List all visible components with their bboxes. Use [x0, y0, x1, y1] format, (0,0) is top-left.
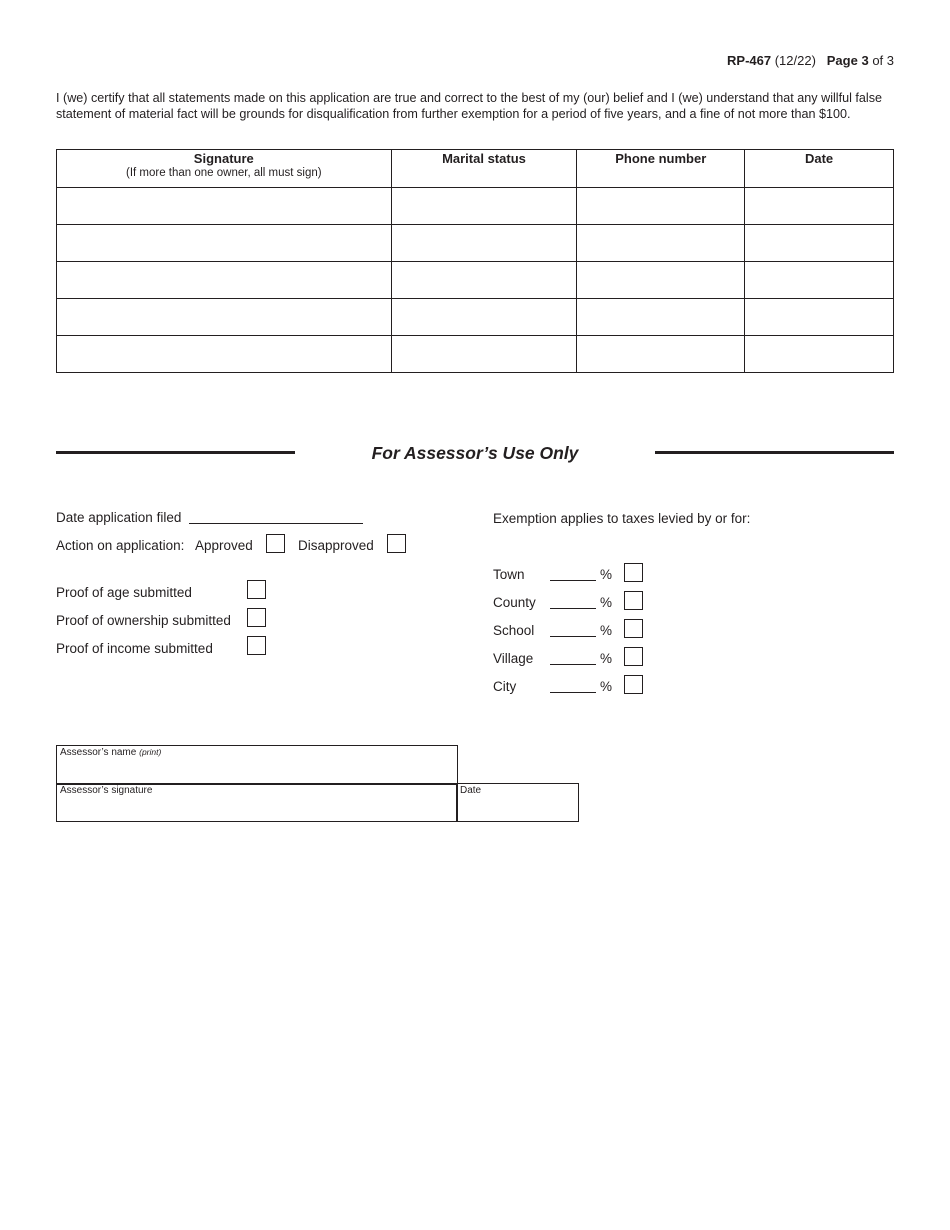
- county-checkbox[interactable]: [624, 591, 643, 610]
- date-cell[interactable]: [745, 262, 894, 299]
- assessor-date-label: Date: [460, 785, 482, 796]
- signature-cell[interactable]: [57, 336, 392, 373]
- table-row: [57, 336, 894, 373]
- city-percent-input[interactable]: [550, 692, 596, 693]
- percent-sign: %: [600, 623, 613, 638]
- signature-cell[interactable]: [57, 262, 392, 299]
- exemption-label: Exemption applies to taxes levied by or for:: [493, 511, 751, 526]
- table-row: [57, 262, 894, 299]
- disapproved-checkbox[interactable]: [387, 534, 406, 553]
- date-cell[interactable]: [745, 188, 894, 225]
- form-revision: (12/22): [774, 53, 816, 68]
- school-percent-input[interactable]: [550, 636, 596, 637]
- date-cell[interactable]: [745, 225, 894, 262]
- town-percent-input[interactable]: [550, 580, 596, 581]
- col-phone-number-header: Phone number: [577, 150, 745, 188]
- table-row: [57, 299, 894, 336]
- page-of: of 3: [872, 53, 894, 68]
- phone-number-cell[interactable]: [577, 262, 745, 299]
- table-row: [57, 225, 894, 262]
- assessor-date-field[interactable]: [456, 783, 579, 822]
- signature-table: [56, 149, 894, 373]
- table-row: [57, 188, 894, 225]
- form-header: [727, 53, 894, 68]
- disapproved-label: Disapproved: [298, 538, 374, 553]
- assessor-name-field[interactable]: [56, 745, 458, 785]
- town-checkbox[interactable]: [624, 563, 643, 582]
- jurisdiction-town-label: Town: [493, 567, 525, 582]
- proof-income-checkbox[interactable]: [247, 636, 266, 655]
- village-checkbox[interactable]: [624, 647, 643, 666]
- proof-age-checkbox[interactable]: [247, 580, 266, 599]
- marital-status-cell[interactable]: [391, 336, 577, 373]
- page-label: Page 3: [826, 53, 869, 68]
- percent-sign: %: [600, 651, 613, 666]
- phone-number-cell[interactable]: [577, 299, 745, 336]
- marital-status-cell[interactable]: [391, 225, 577, 262]
- approved-checkbox[interactable]: [266, 534, 285, 553]
- proof-age-label: Proof of age submitted: [56, 585, 192, 600]
- action-label: Action on application:: [56, 538, 185, 553]
- date-filed-input[interactable]: [189, 523, 363, 524]
- col-signature-header: Signature (If more than one owner, all must sign): [57, 150, 392, 188]
- percent-sign: %: [600, 679, 613, 694]
- phone-number-cell[interactable]: [577, 225, 745, 262]
- assessor-name-label: Assessor’s name (print): [60, 747, 162, 758]
- county-percent-input[interactable]: [550, 608, 596, 609]
- form-id: RP-467: [727, 53, 772, 68]
- marital-status-cell[interactable]: [391, 262, 577, 299]
- village-percent-input[interactable]: [550, 664, 596, 665]
- date-filed-label: Date application filed: [56, 510, 182, 525]
- signature-cell[interactable]: [57, 225, 392, 262]
- signature-cell[interactable]: [57, 188, 392, 225]
- date-cell[interactable]: [745, 299, 894, 336]
- col-marital-status-header: Marital status: [391, 150, 577, 188]
- proof-income-label: Proof of income submitted: [56, 641, 213, 656]
- jurisdiction-city-label: City: [493, 679, 517, 694]
- phone-number-cell[interactable]: [577, 188, 745, 225]
- signature-cell[interactable]: [57, 299, 392, 336]
- jurisdiction-village-label: Village: [493, 651, 534, 666]
- assessor-signature-field[interactable]: [56, 783, 458, 822]
- jurisdiction-school-label: School: [493, 623, 535, 638]
- school-checkbox[interactable]: [624, 619, 643, 638]
- marital-status-cell[interactable]: [391, 299, 577, 336]
- date-cell[interactable]: [745, 336, 894, 373]
- city-checkbox[interactable]: [624, 675, 643, 694]
- approved-label: Approved: [195, 538, 253, 553]
- assessor-signature-label: Assessor’s signature: [60, 785, 153, 796]
- proof-ownership-checkbox[interactable]: [247, 608, 266, 627]
- certification-text: I (we) certify that all statements made on this application are true and correct to the best of my (our) belief and I (we) understand that any willful false statement of material fact will be grounds for disqualification from further exemption for a period of five years, and a fine of not more than $100.: [56, 91, 882, 121]
- percent-sign: %: [600, 567, 613, 582]
- jurisdiction-county-label: County: [493, 595, 536, 610]
- assessor-section-title: For Assessor’s Use Only: [371, 443, 579, 463]
- col-date-header: Date: [745, 150, 894, 188]
- marital-status-cell[interactable]: [391, 188, 577, 225]
- percent-sign: %: [600, 595, 613, 610]
- proof-ownership-label: Proof of ownership submitted: [56, 613, 231, 628]
- phone-number-cell[interactable]: [577, 336, 745, 373]
